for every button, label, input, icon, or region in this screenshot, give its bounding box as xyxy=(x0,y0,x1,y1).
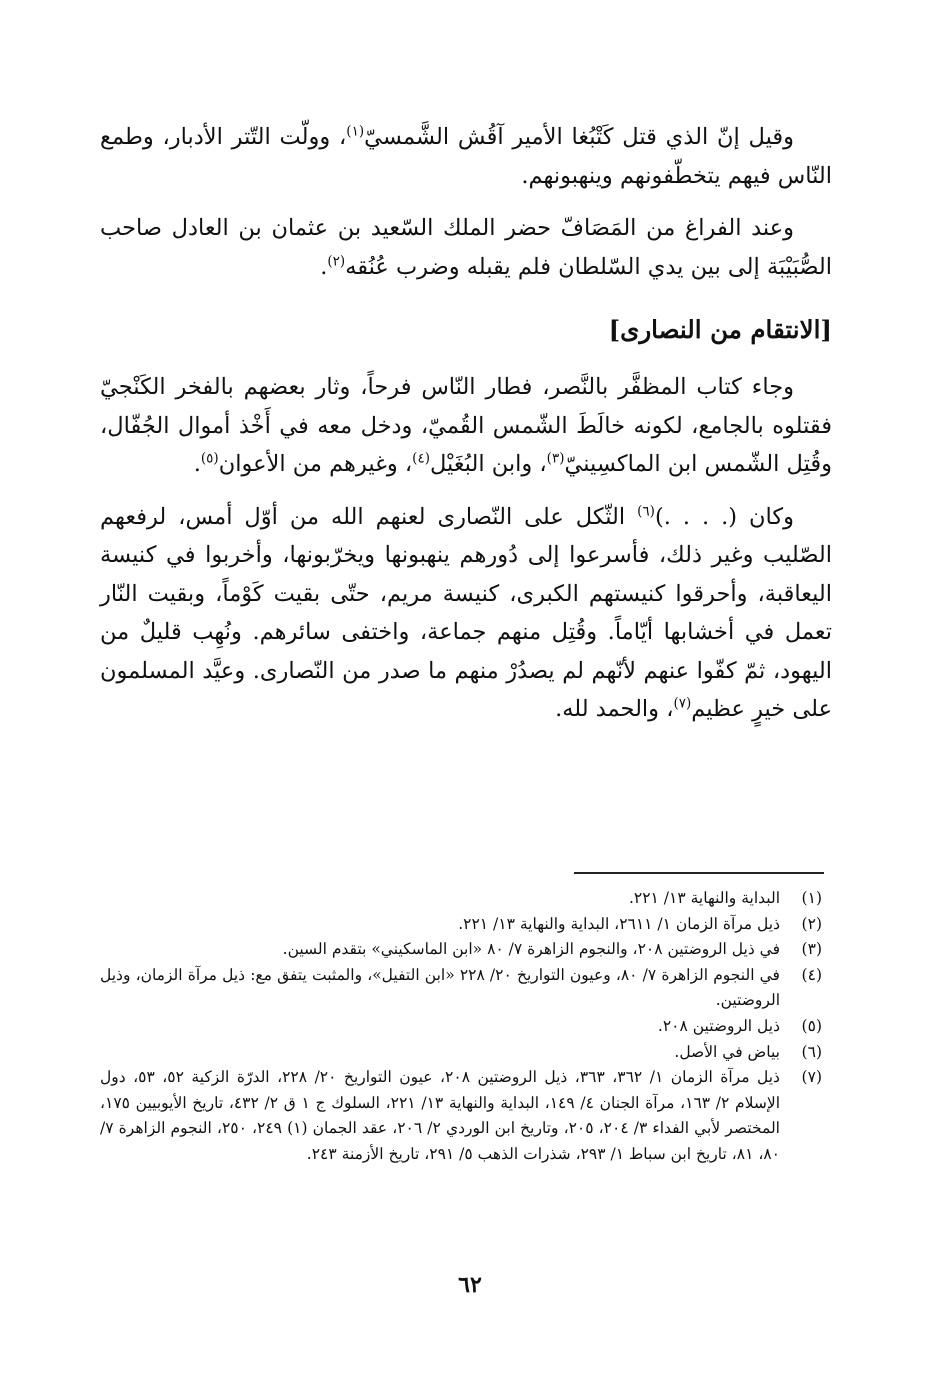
text-run: وقيل إنّ الذي قتل كَتْبُغا الأمير آقُش الشَّمسيّ xyxy=(364,124,794,150)
page-number: ٦٢ xyxy=(458,1272,482,1298)
footnote-text: ذيل مرآة الزمان ١/ ٣٦٢، ٣٦٣، ذيل الروضتين ٢٠٨، عيون التواريخ ٢٠/ ٢٢٨، الدرّة الزكية ٥٢، ٥٣، دول الإسلام ٢/ ١٦٣، مرآة الجنان ٤/ ١٤٩، البداية والنهاية ١٣/ ٢٢١، السلوك ج ١ ق ٢/ ٤٣٢، تاريخ الأيوبيين ١٧٥، المختصر لأبي الفداء ٣/ ٢٠٤، ٢٠٥، وتاريخ ابن الوردي ٢/ ٢٠٦، عقد الجمان (١) ٢٤٩، ٢٥٠، النجوم الزاهرة ٧/ ٨٠، ٨١، تاريخ ابن سباط ١/ ٢٩٣، شذرات الذهب ٥/ ٢٩١، تاريخ الأزمنة ٢٤٣. xyxy=(100,1068,781,1163)
text-run: وجاء كتاب المظفَّر بالنَّصر، فطار النّاس فرحاً، وثار بعضهم بالفخر الكَنْجيّ فقتلوه بالجامع، لكونه خالَطَ الشّمس القُميّ، ودخل معه في أَخْذ أموال الجُفّال، وقُتِل الشّمس ابن الماكسِينيّ xyxy=(100,374,832,477)
paragraph-4 xyxy=(100,498,832,729)
text-run: وكان (. . . .) xyxy=(654,503,794,530)
footnote-text: في النجوم الزاهرة ٧/ ٨٠، وعيون التواريخ ٢٠/ ٢٢٨ «ابن التفيل»، والمثبت يتفق مع: ذيل مرآة الزمان، وذيل الروضتين. xyxy=(100,965,780,1010)
footnote-5 xyxy=(100,1014,832,1040)
footnote-number: (٧) xyxy=(801,1068,822,1087)
text-run: ، وغيرهم من الأعوان xyxy=(218,451,413,477)
footnote-number: (١) xyxy=(801,889,822,907)
paragraph-2 xyxy=(100,209,832,286)
footnote-ref[interactable]: (٤) xyxy=(412,450,430,467)
footnote-1 xyxy=(100,886,832,912)
text-run: ، وابن البُغَيْل xyxy=(430,451,547,477)
footnote-ref[interactable]: (٣) xyxy=(546,450,565,467)
main-text xyxy=(100,118,832,729)
section-heading: [الانتقام من النصارى] xyxy=(608,315,832,344)
footnote-6 xyxy=(100,1040,832,1066)
footnote-ref[interactable]: (٧) xyxy=(673,695,692,712)
paragraph-1 xyxy=(100,118,832,195)
footnote-number: (٦) xyxy=(801,1042,822,1061)
text-run: . xyxy=(193,451,201,477)
text-run: ، وولّت التّتر الأدبار، وطمع النّاس فيهم يتخطّفونهم وينهبونهم. xyxy=(100,124,832,189)
footnote-separator xyxy=(574,872,824,874)
paragraph-3 xyxy=(100,368,832,484)
footnote-text: ذيل الروضتين ٢٠٨. xyxy=(657,1016,780,1035)
text-run: الثّكل على النّصارى لعنهم الله من أوّل أمس، لرفعهم الصّليب وغير ذلك، فأسرعوا إلى دُورهم ينهبونها ويخرّبونها، وأخربوا في كنيسة اليعاقبة، وأحرقوا كنيستهم الكبرى، كنيسة مريم، حتّى بقيت كَوْماً، وبقيت النّار تعمل في أخشابها أيّاماً. وقُتِل منهم جماعة، واختفى سائرهم. ونُهِب قليلٌ من اليهود، ثمّ كفّوا عنهم لأنّهم لم يصدُرْ منهم ما صدر من النّصارى. وعيَّد المسلمون على خيرٍ عظيم xyxy=(100,503,832,722)
footnote-number: (٣) xyxy=(801,940,822,959)
footnote-ref[interactable]: (١) xyxy=(346,123,365,140)
footnote-text: في ذيل الروضتين ٢٠٨، والنجوم الزاهرة ٧/ ٨٠ «ابن الماسكيني» بتقدم السين. xyxy=(282,940,780,959)
footnote-4 xyxy=(100,963,832,1014)
footnote-ref[interactable]: (٢) xyxy=(327,253,346,270)
footnote-ref[interactable]: (٥) xyxy=(200,450,219,467)
text-run: . xyxy=(320,253,328,280)
footnote-3 xyxy=(100,937,832,963)
footnote-number: (٤) xyxy=(801,965,822,984)
footnote-number: (٢) xyxy=(801,914,822,933)
footnote-2 xyxy=(100,912,832,938)
footnote-7 xyxy=(100,1065,832,1167)
footnotes xyxy=(100,886,832,1168)
footnote-text: ذيل مرآة الزمان ١/ ٢٦١١، البداية والنهاية ١٣/ ٢٢١. xyxy=(458,914,780,933)
footnote-text: البداية والنهاية ١٣/ ٢٢١. xyxy=(628,889,780,907)
text-run: ، والحمد لله. xyxy=(555,696,674,722)
footnote-text: بياض في الأصل. xyxy=(674,1042,780,1061)
footnote-ref[interactable]: (٦) xyxy=(637,503,655,520)
footnote-number: (٥) xyxy=(801,1016,822,1035)
text-run: وعند الفراغ من المَصَافّ حضر الملك السّعيد بن عثمان بن العادل صاحب الصُّبَيْبَة إلى بين يدي السّلطان فلم يقبله وضرب عُنُقه xyxy=(100,215,832,280)
